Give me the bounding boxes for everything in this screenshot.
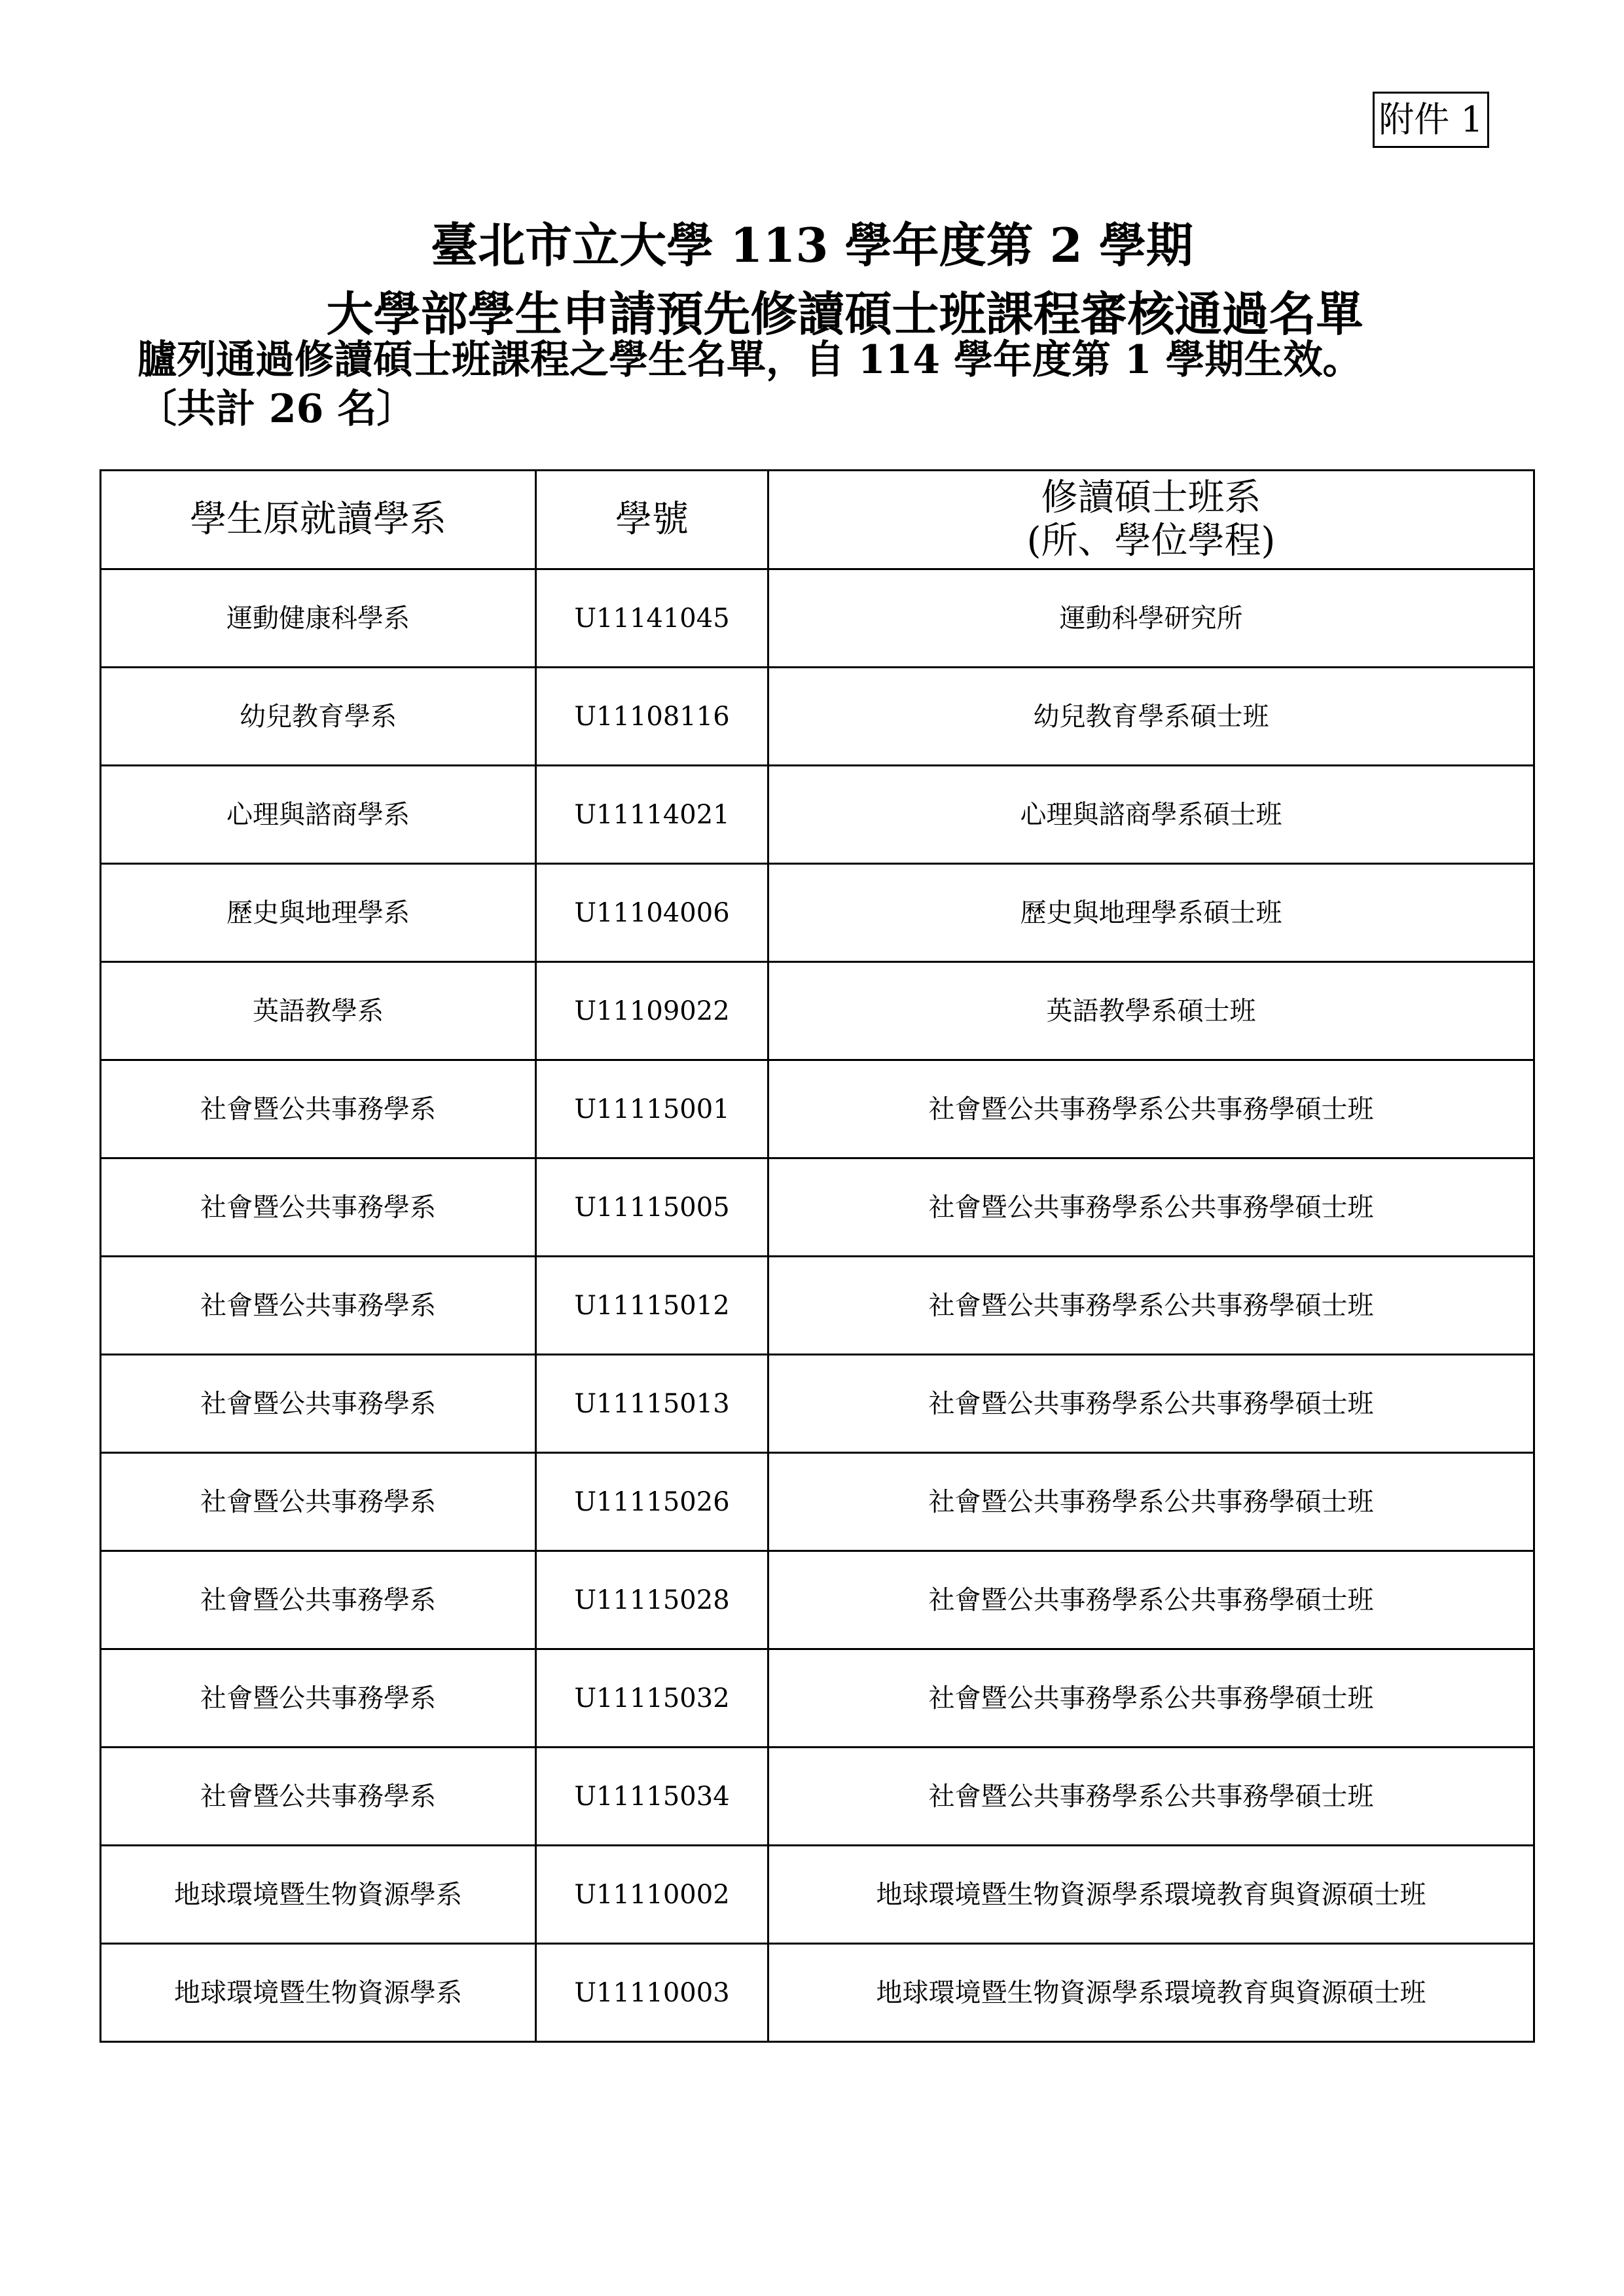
cell-program: 英語教學系碩士班 — [768, 962, 1534, 1060]
table-row — [101, 1257, 1534, 1355]
table-row — [101, 1551, 1534, 1649]
table-row — [101, 1748, 1534, 1846]
table-row — [101, 1846, 1534, 1944]
cell-student-id: U11115005 — [536, 1158, 768, 1257]
cell-student-id: U11110003 — [536, 1944, 768, 2042]
document-subtitle: 大學部學生申請預先修讀碩士班課程審核通過名單 — [326, 286, 1363, 342]
total-count: 〔共計 26 名〕 — [137, 386, 416, 432]
cell-department: 心理與諮商學系 — [101, 766, 536, 864]
cell-program: 社會暨公共事務學系公共事務學碩士班 — [768, 1748, 1534, 1846]
cell-program: 心理與諮商學系碩士班 — [768, 766, 1534, 864]
header-program — [768, 471, 1534, 569]
cell-program: 運動科學研究所 — [768, 569, 1534, 668]
cell-program: 社會暨公共事務學系公共事務學碩士班 — [768, 1060, 1534, 1158]
cell-department: 幼兒教育學系 — [101, 668, 536, 766]
table-header-row — [101, 471, 1534, 569]
cell-student-id: U11115012 — [536, 1257, 768, 1355]
cell-program: 地球環境暨生物資源學系環境教育與資源碩士班 — [768, 1944, 1534, 2042]
cell-student-id: U11108116 — [536, 668, 768, 766]
cell-program: 社會暨公共事務學系公共事務學碩士班 — [768, 1649, 1534, 1748]
cell-department: 地球環境暨生物資源學系 — [101, 1944, 536, 2042]
header-student-id: 學號 — [536, 471, 768, 569]
table-body — [101, 569, 1534, 2042]
student-roster-table — [99, 469, 1535, 2043]
table-row — [101, 1060, 1534, 1158]
cell-student-id: U11115026 — [536, 1453, 768, 1551]
table-row — [101, 1649, 1534, 1748]
header-department: 學生原就讀學系 — [101, 471, 536, 569]
cell-department: 社會暨公共事務學系 — [101, 1649, 536, 1748]
header-program-line2: (所、學位學程) — [1026, 520, 1276, 562]
table-row — [101, 766, 1534, 864]
cell-program: 地球環境暨生物資源學系環境教育與資源碩士班 — [768, 1846, 1534, 1944]
table-row — [101, 1158, 1534, 1257]
cell-program: 社會暨公共事務學系公共事務學碩士班 — [768, 1355, 1534, 1453]
table-row — [101, 1355, 1534, 1453]
cell-program: 社會暨公共事務學系公共事務學碩士班 — [768, 1453, 1534, 1551]
cell-department: 社會暨公共事務學系 — [101, 1257, 536, 1355]
cell-department: 英語教學系 — [101, 962, 536, 1060]
header-program-line1: 修讀碩士班系 — [1041, 476, 1261, 519]
cell-program: 社會暨公共事務學系公共事務學碩士班 — [768, 1551, 1534, 1649]
cell-student-id: U11104006 — [536, 864, 768, 962]
table-row — [101, 569, 1534, 668]
cell-department: 地球環境暨生物資源學系 — [101, 1846, 536, 1944]
cell-student-id: U11115028 — [536, 1551, 768, 1649]
cell-department: 社會暨公共事務學系 — [101, 1551, 536, 1649]
cell-department: 社會暨公共事務學系 — [101, 1748, 536, 1846]
cell-department: 社會暨公共事務學系 — [101, 1453, 536, 1551]
cell-program: 社會暨公共事務學系公共事務學碩士班 — [768, 1257, 1534, 1355]
cell-student-id: U11115001 — [536, 1060, 768, 1158]
cell-student-id: U11114021 — [536, 766, 768, 864]
cell-student-id: U11115034 — [536, 1748, 768, 1846]
table-row — [101, 668, 1534, 766]
table-row — [101, 864, 1534, 962]
cell-program: 社會暨公共事務學系公共事務學碩士班 — [768, 1158, 1534, 1257]
cell-program: 歷史與地理學系碩士班 — [768, 864, 1534, 962]
cell-student-id: U11115013 — [536, 1355, 768, 1453]
cell-student-id: U11110002 — [536, 1846, 768, 1944]
intro-text: 臚列通過修讀碩士班課程之學生名單，自 114 學年度第 1 學期生效。 — [137, 337, 1362, 383]
cell-department: 歷史與地理學系 — [101, 864, 536, 962]
cell-department: 運動健康科學系 — [101, 569, 536, 668]
cell-department: 社會暨公共事務學系 — [101, 1355, 536, 1453]
table-row — [101, 962, 1534, 1060]
attachment-label: 附件 1 — [1373, 92, 1489, 148]
cell-department: 社會暨公共事務學系 — [101, 1060, 536, 1158]
table-row — [101, 1453, 1534, 1551]
document-title: 臺北市立大學 113 學年度第 2 學期 — [431, 217, 1193, 273]
table-row — [101, 1944, 1534, 2042]
cell-student-id: U11109022 — [536, 962, 768, 1060]
cell-department: 社會暨公共事務學系 — [101, 1158, 536, 1257]
cell-program: 幼兒教育學系碩士班 — [768, 668, 1534, 766]
cell-student-id: U11115032 — [536, 1649, 768, 1748]
cell-student-id: U11141045 — [536, 569, 768, 668]
